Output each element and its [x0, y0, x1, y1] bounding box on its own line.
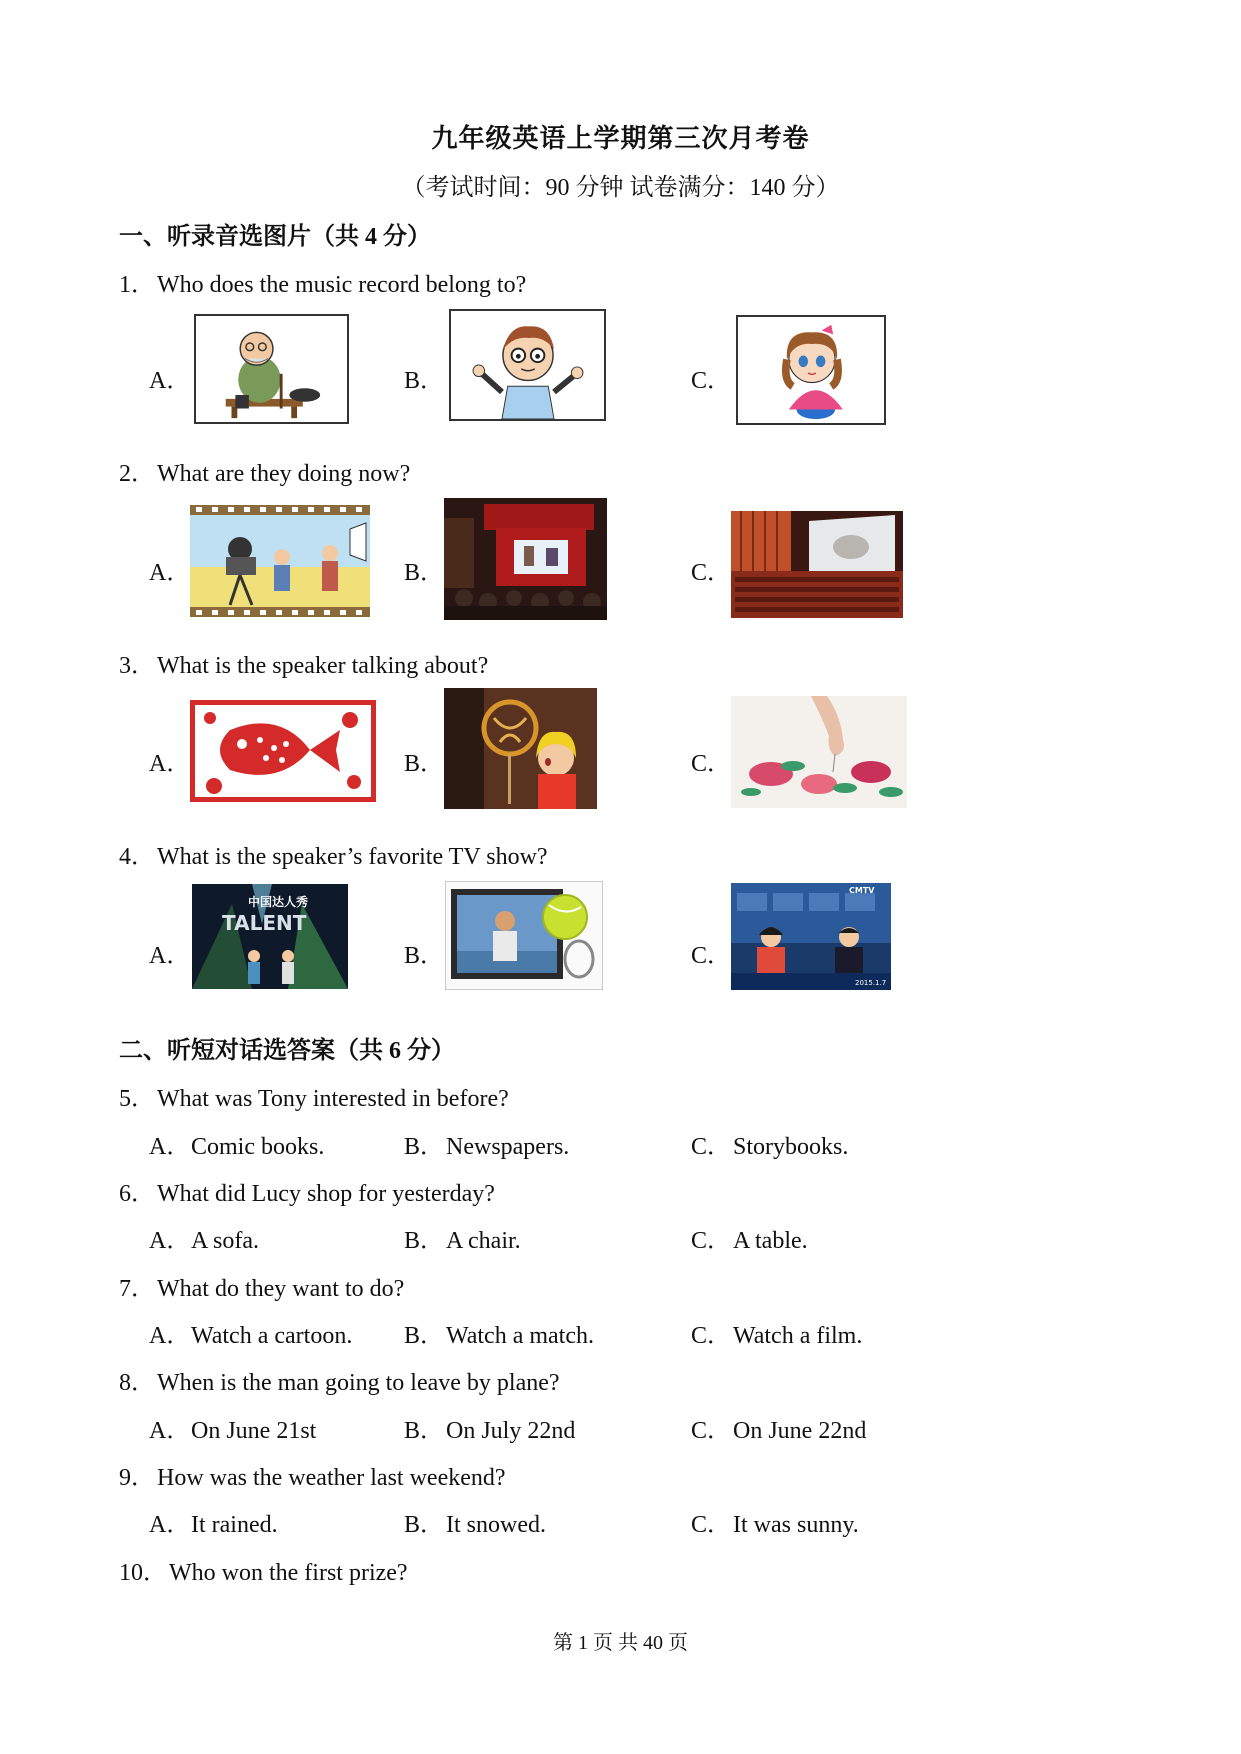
question-5 [119, 1078, 509, 1113]
option-a[interactable] [149, 1504, 278, 1539]
question-9 [119, 1457, 506, 1492]
option-letter: C． [691, 1134, 732, 1160]
question-text: How was the weather last weekend? [157, 1465, 506, 1491]
question-text: What is the speaker talking about? [157, 653, 489, 679]
option-text: A chair. [446, 1228, 521, 1254]
talent-show-logo-text: 中国达人秀 [248, 895, 309, 909]
page-title: 九年级英语上学期第三次月考卷 [431, 124, 810, 153]
option-text: Watch a film. [733, 1323, 863, 1349]
option-letter: B． [404, 1228, 445, 1254]
option-b[interactable] [404, 1504, 546, 1539]
option-letter: A． [149, 1134, 191, 1160]
option-label-a[interactable]: A． [149, 751, 191, 777]
section-heading-1: 一、听录音选图片（共 4 分） [119, 224, 431, 250]
question-number: 7． [119, 1276, 155, 1302]
question-text: What are they doing now? [157, 461, 411, 487]
sports-tv-image[interactable] [445, 881, 603, 990]
question-number: 10． [119, 1560, 167, 1586]
option-label-c[interactable]: C． [691, 751, 732, 777]
question-number: 2． [119, 461, 155, 487]
option-text: On June 21st [191, 1418, 317, 1444]
question-number: 3． [119, 653, 155, 679]
option-text: Storybooks. [733, 1134, 849, 1160]
option-letter: B． [404, 1323, 445, 1349]
option-c[interactable] [691, 1220, 808, 1255]
option-text: A sofa. [191, 1228, 259, 1254]
question-1 [119, 264, 526, 299]
option-label-c[interactable]: C． [691, 943, 732, 969]
talent-show-word: TALENT [222, 911, 307, 935]
cinema-audience-image[interactable] [731, 511, 903, 618]
option-text: Watch a match. [446, 1323, 594, 1349]
option-b[interactable] [404, 1220, 521, 1255]
old-man-cartoon-image[interactable] [194, 314, 349, 424]
option-label-b[interactable]: B． [404, 368, 445, 394]
option-letter: A． [149, 1418, 191, 1444]
question-6 [119, 1173, 495, 1208]
option-letter: C． [691, 1323, 732, 1349]
option-label-c[interactable]: C． [691, 560, 732, 586]
question-number: 8． [119, 1370, 155, 1396]
question-2 [119, 453, 410, 488]
young-man-cartoon-image[interactable] [449, 309, 606, 421]
option-label-c[interactable]: C． [691, 368, 732, 394]
option-letter: C． [691, 1512, 732, 1538]
option-letter: A． [149, 1512, 191, 1538]
embroidery-image[interactable] [731, 696, 907, 808]
option-a[interactable] [149, 1220, 259, 1255]
page-footer: 第 1 页 共 40 页 [553, 1632, 688, 1654]
question-7 [119, 1268, 404, 1303]
option-label-a[interactable]: A． [149, 943, 191, 969]
option-label-b[interactable]: B． [404, 751, 445, 777]
section-heading-2: 二、听短对话选答案（共 6 分） [119, 1038, 455, 1064]
option-letter: C． [691, 1418, 732, 1444]
talent-show-image[interactable] [192, 884, 348, 989]
question-text: When is the man going to leave by plane? [157, 1370, 560, 1396]
option-text: Newspapers. [446, 1134, 570, 1160]
option-letter: B． [404, 1512, 445, 1538]
question-10 [119, 1552, 408, 1587]
option-text: It was sunny. [733, 1512, 859, 1538]
option-c[interactable] [691, 1126, 848, 1161]
option-label-b[interactable]: B． [404, 943, 445, 969]
shadow-play-stage-image[interactable] [444, 498, 607, 620]
exam-info: （考试时间：90 分钟 试卷满分：140 分） [401, 175, 840, 201]
question-text: Who does the music record belong to? [157, 272, 527, 298]
question-number: 5． [119, 1086, 155, 1112]
option-a[interactable] [149, 1126, 324, 1161]
option-label-b[interactable]: B． [404, 560, 445, 586]
option-text: It snowed. [446, 1512, 546, 1538]
question-text: What was Tony interested in before? [157, 1086, 509, 1112]
option-label-a[interactable]: A． [149, 368, 191, 394]
option-label-a[interactable]: A． [149, 560, 191, 586]
option-c[interactable] [691, 1315, 862, 1350]
option-b[interactable] [404, 1410, 575, 1445]
option-a[interactable] [149, 1315, 352, 1350]
option-b[interactable] [404, 1315, 594, 1350]
question-text: Who won the first prize? [169, 1560, 408, 1586]
option-letter: A． [149, 1228, 191, 1254]
question-3 [119, 645, 488, 680]
option-text: On June 22nd [733, 1418, 867, 1444]
question-text: What do they want to do? [157, 1276, 405, 1302]
question-text: What is the speaker’s favorite TV show? [157, 844, 548, 870]
option-a[interactable] [149, 1410, 316, 1445]
question-8 [119, 1362, 560, 1397]
question-4 [119, 836, 548, 871]
option-text: It rained. [191, 1512, 278, 1538]
option-letter: B． [404, 1134, 445, 1160]
option-text: On July 22nd [446, 1418, 576, 1444]
tv-channel-logo: CMTV [849, 886, 875, 895]
news-broadcast-image[interactable] [731, 883, 891, 990]
film-shooting-cartoon-image[interactable] [190, 505, 370, 617]
question-number: 6． [119, 1181, 155, 1207]
question-text: What did Lucy shop for yesterday? [157, 1181, 495, 1207]
girl-cartoon-image[interactable] [736, 315, 886, 425]
option-text: Watch a cartoon. [191, 1323, 353, 1349]
option-letter: C． [691, 1228, 732, 1254]
option-text: A table. [733, 1228, 808, 1254]
option-c[interactable] [691, 1410, 866, 1445]
question-number: 4． [119, 844, 155, 870]
question-number: 1． [119, 272, 155, 298]
option-letter: A． [149, 1323, 191, 1349]
option-letter: B． [404, 1418, 445, 1444]
question-number: 9． [119, 1465, 155, 1491]
sugar-painting-image[interactable] [444, 688, 597, 809]
news-date-text: 2015.1.7 [855, 979, 887, 987]
paper-cutting-fish-image[interactable] [190, 700, 376, 802]
option-b[interactable] [404, 1126, 569, 1161]
option-text: Comic books. [191, 1134, 325, 1160]
option-c[interactable] [691, 1504, 859, 1539]
